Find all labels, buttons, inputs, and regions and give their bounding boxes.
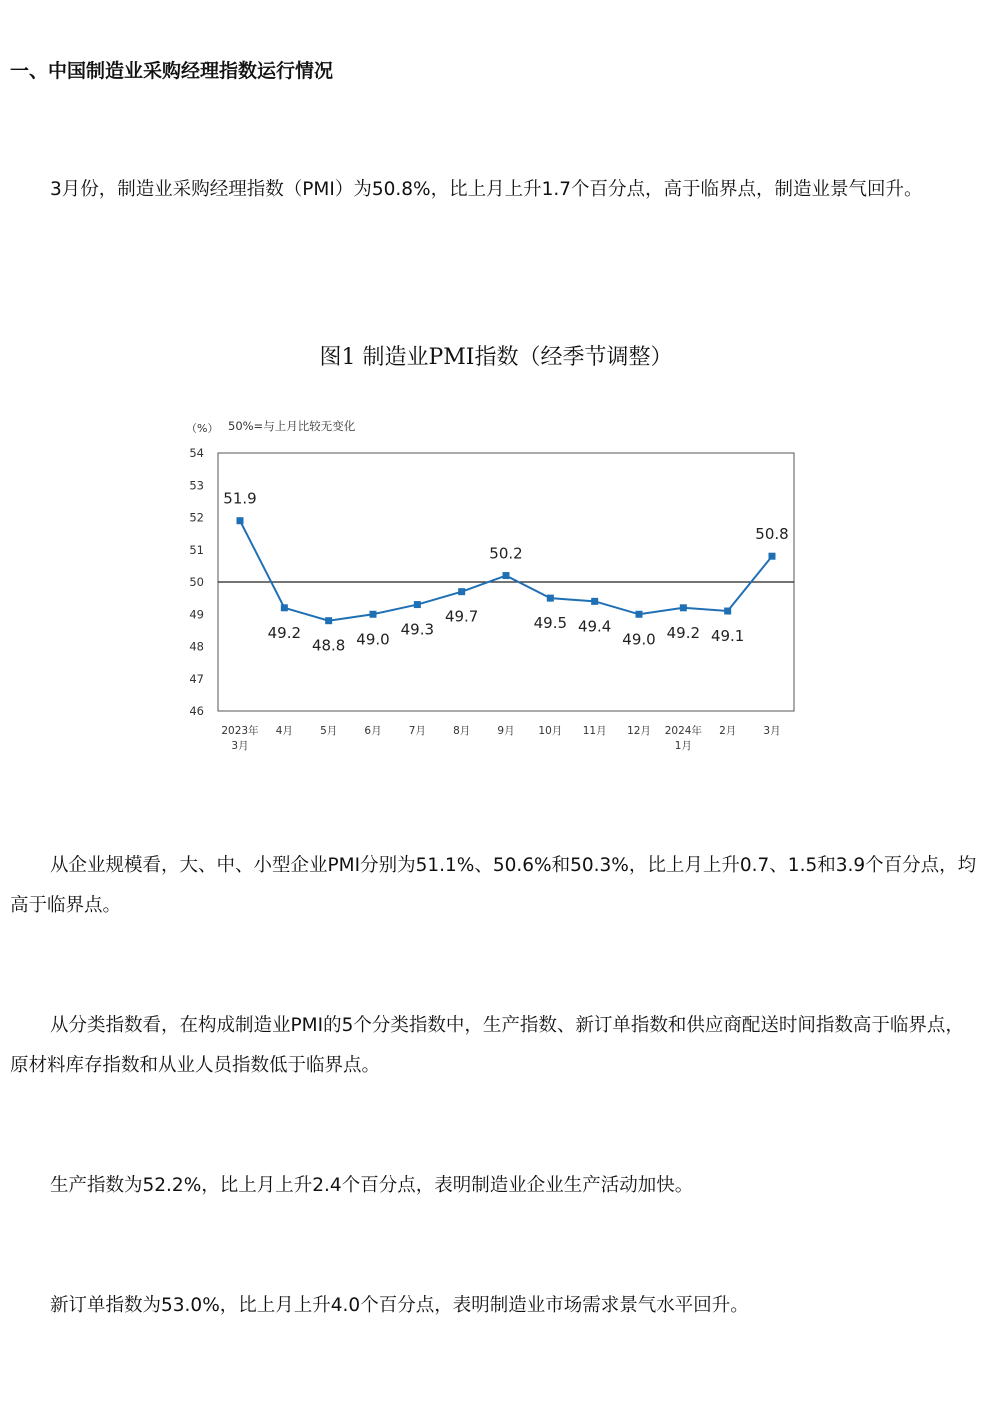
x-tick-label: 10月 [538,725,563,737]
data-label: 49.1 [710,627,745,646]
y-tick-label: 47 [189,671,204,686]
data-point-marker [237,517,244,524]
y-tick-label: 52 [189,510,204,525]
data-label: 49.4 [577,617,612,636]
x-tick-label: 4月 [275,725,293,737]
section-heading: 一、中国制造业采购经理指数运行情况 [10,60,334,82]
paragraph-pmi-overview: 3月份，制造业采购经理指数（PMI）为50.8%，比上月上升1.7个百分点，高于临界点，制造业景气回升。 [50,179,923,200]
paragraph-enterprise-size: 从企业规模看，大、中、小型企业PMI分别为51.1%、50.6%和50.3%，比上月上升0.7、1.5和3.9个百分点，均高于临界点。 [10,855,977,916]
data-label: 49.3 [400,620,435,639]
y-tick-label: 54 [189,446,204,460]
data-label: 49.0 [622,630,656,649]
data-point-marker [769,553,776,560]
y-tick-label: 46 [189,704,204,718]
data-label: 49.7 [444,607,479,626]
data-label: 49.5 [533,614,568,633]
data-point-marker [591,598,598,605]
x-tick-label: 7月 [408,725,426,737]
data-point-marker [370,611,377,618]
data-label: 51.9 [223,489,257,508]
chart-annotation: 50%=与上月比较无变化 [228,419,356,433]
data-point-marker [636,611,643,618]
data-label: 48.8 [311,636,346,655]
x-tick-label: 11月 [582,725,607,737]
data-label: 49.2 [666,623,701,642]
paragraph-sub-indices: 从分类指数看，在构成制造业PMI的5个分类指数中，生产指数、新订单指数和供应商配送时间指数高于临界点，原材料库存指数和从业人员指数低于临界点。 [10,1015,964,1076]
paragraph-production-index: 生产指数为52.2%，比上月上升2.4个百分点，表明制造业企业生产活动加快。 [50,1175,694,1196]
chart-title: 图1 制造业PMI指数（经季节调整） [319,345,673,370]
y-tick-label: 49 [189,607,204,622]
y-tick-label: 50 [189,575,204,589]
x-tick-label: 6月 [364,725,382,737]
x-tick-label: 2月 [719,725,737,737]
data-point-marker [547,595,554,602]
pmi-series-line [240,521,772,621]
x-tick-label: 3月 [763,725,781,737]
data-label: 50.8 [755,525,789,544]
data-point-marker [724,608,731,615]
y-tick-label: 48 [189,639,204,654]
x-tick-label: 12月 [627,725,651,737]
x-tick-label: 8月 [453,725,471,737]
data-point-marker [325,617,332,624]
data-point-marker [414,601,421,608]
paragraph-new-orders-index: 新订单指数为53.0%，比上月上升4.0个百分点，表明制造业市场需求景气水平回升。 [50,1295,749,1316]
x-tick-label: 2024年 1月 [664,725,702,752]
data-label: 49.0 [356,630,390,649]
x-tick-label: 9月 [497,725,515,737]
data-point-marker [503,572,510,579]
data-point-marker [680,604,687,611]
data-point-marker [281,604,288,611]
y-tick-label: 51 [189,542,204,557]
data-point-marker [458,588,465,595]
x-tick-label: 2023年 3月 [221,725,259,752]
y-tick-label: 53 [189,478,204,493]
data-label: 50.2 [489,544,523,563]
x-tick-label: 5月 [320,725,338,737]
data-label: 49.2 [267,623,302,642]
y-axis-unit-label: （%） [186,422,219,435]
